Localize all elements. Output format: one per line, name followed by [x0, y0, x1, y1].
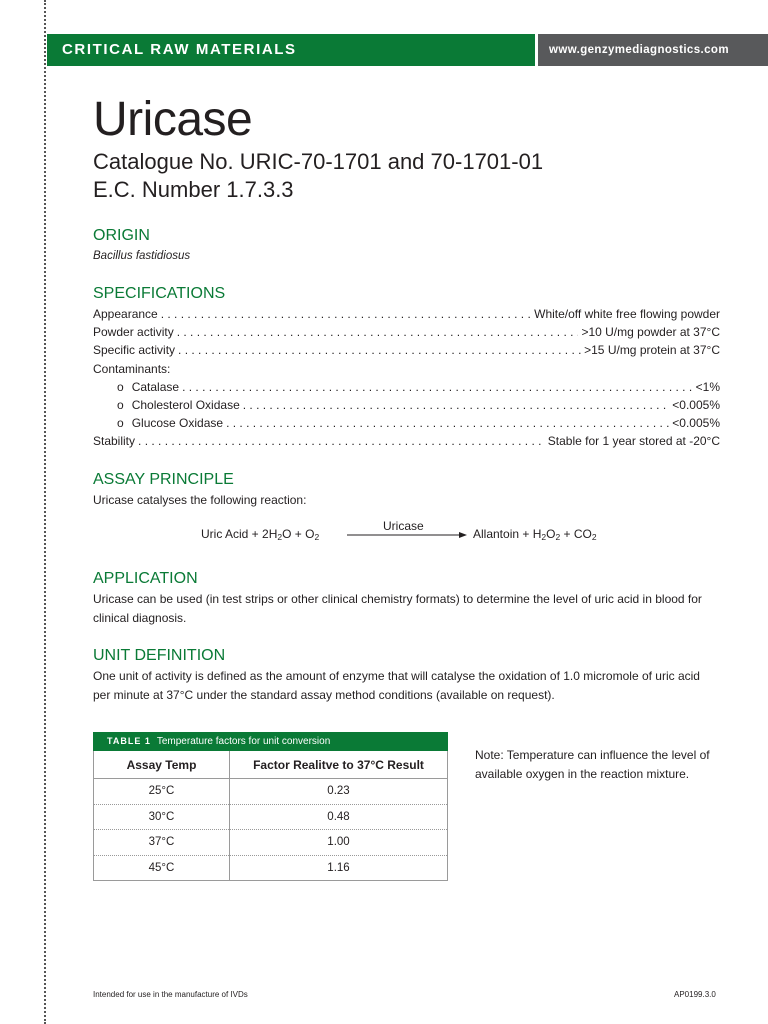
- table-cell: 1.00: [230, 830, 448, 856]
- spec-row-appearance: [93, 305, 720, 323]
- dot-leader: [138, 432, 545, 450]
- table-cell: 25°C: [94, 779, 230, 805]
- spec-label: Appearance: [93, 307, 158, 321]
- conversion-table: [93, 732, 448, 881]
- dot-leader: [226, 414, 669, 432]
- column-header-assay-temp: Assay Temp: [94, 751, 230, 779]
- spec-value: <0.005%: [672, 398, 720, 413]
- ec-number: E.C. Number 1.7.3.3: [93, 177, 294, 202]
- document-code: AP0199.3.0: [674, 990, 716, 999]
- spec-value: White/off white free flowing powder: [534, 307, 720, 321]
- spec-value: >15 U/mg protein at 37°C: [584, 343, 720, 358]
- spec-value: <0.005%: [672, 416, 720, 431]
- document-body: [93, 92, 720, 704]
- perforation-line: [44, 0, 46, 1024]
- origin-heading: ORIGIN: [93, 227, 150, 244]
- spec-row-cholesterol-oxidase: [93, 396, 720, 414]
- column-header-factor: Factor Realitve to 37°C Result: [230, 751, 448, 779]
- bullet-marker: o: [117, 379, 124, 394]
- spec-row-specific-activity: [93, 341, 720, 359]
- table-caption: [93, 732, 448, 751]
- bullet-marker: o: [117, 398, 124, 413]
- spec-row-catalase: [93, 378, 720, 396]
- table-cell: 45°C: [148, 861, 175, 874]
- table-cell: 30°C: [94, 804, 230, 830]
- reaction-arrow-icon: [347, 521, 467, 541]
- spec-value: <1%: [695, 379, 720, 394]
- dot-leader: [182, 378, 693, 396]
- assay-heading: ASSAY PRINCIPLE: [93, 470, 234, 488]
- spec-label: Powder activity: [93, 325, 174, 340]
- application-heading: APPLICATION: [93, 570, 198, 588]
- spec-label: Catalase: [131, 379, 180, 394]
- specifications-heading: SPECIFICATIONS: [93, 285, 226, 302]
- table-cell: 0.48: [230, 804, 448, 830]
- temperature-note: Note: Temperature can influence the level of available oxygen in the reaction mixture.: [475, 748, 710, 781]
- table-row: [94, 830, 448, 856]
- spec-label: Stability: [93, 434, 136, 449]
- table-title: Temperature factors for unit conversion: [156, 736, 331, 747]
- spec-label: Glucose Oxidase: [131, 416, 224, 431]
- product-title: Uricase: [93, 93, 253, 146]
- reaction-enzyme: Uricase: [383, 519, 424, 534]
- origin-organism: Bacillus fastidiosus: [93, 250, 191, 262]
- reaction-reactants: Uric Acid + $2H_2O + O_2$: [201, 527, 320, 543]
- table-cell: 37°C: [94, 830, 230, 856]
- table-cell: 0.23: [230, 779, 448, 805]
- dot-leader: [243, 396, 670, 414]
- reaction-products: Allantoin + $H_2O_2 + CO_2$: [473, 527, 597, 543]
- spec-label: Specific activity: [93, 343, 176, 358]
- spec-label: Cholesterol Oxidase: [131, 398, 240, 413]
- table-row: [94, 804, 448, 830]
- footer-disclaimer: Intended for use in the manufacture of IVDs: [93, 990, 248, 999]
- table-number: TABLE 1: [107, 736, 151, 746]
- spec-value: Stable for 1 year stored at -20°C: [547, 434, 720, 449]
- dot-leader: [177, 323, 579, 341]
- spec-row-stability: [93, 432, 720, 450]
- dot-leader: [178, 341, 581, 359]
- table-row: [94, 855, 448, 881]
- application-text: Uricase can be used (in test strips or other clinical chemistry formats) to determine the level of uric acid in blood for clinical diagnosis.: [93, 592, 702, 625]
- spec-row-glucose-oxidase: [93, 414, 720, 432]
- unit-definition-heading: UNIT DEFINITION: [93, 647, 226, 665]
- dot-leader: [161, 305, 531, 323]
- bullet-marker: o: [117, 416, 124, 431]
- table-row: [94, 779, 448, 805]
- section-banner: CRITICAL RAW MATERIALS: [47, 34, 535, 66]
- table-cell: 1.16: [230, 855, 448, 881]
- spec-row-powder-activity: [93, 323, 720, 341]
- catalogue-number: Catalogue No. URIC-70-1701 and 70-1701-01: [93, 149, 544, 174]
- website-link[interactable]: www.genzymediagnostics.com: [538, 34, 768, 66]
- reaction-equation: [93, 515, 720, 549]
- spec-value: >10 U/mg powder at 37°C: [581, 325, 720, 340]
- assay-text: Uricase catalyses the following reaction:: [93, 492, 307, 507]
- contaminants-label: Contaminants:: [93, 361, 171, 376]
- specifications-list: [93, 305, 720, 451]
- unit-definition-text: One unit of activity is defined as the amount of enzyme that will catalyse the oxidation of 1.0 micromole of uric acid per minute at 37°C under the standard assay method conditions (available on request).: [93, 669, 700, 702]
